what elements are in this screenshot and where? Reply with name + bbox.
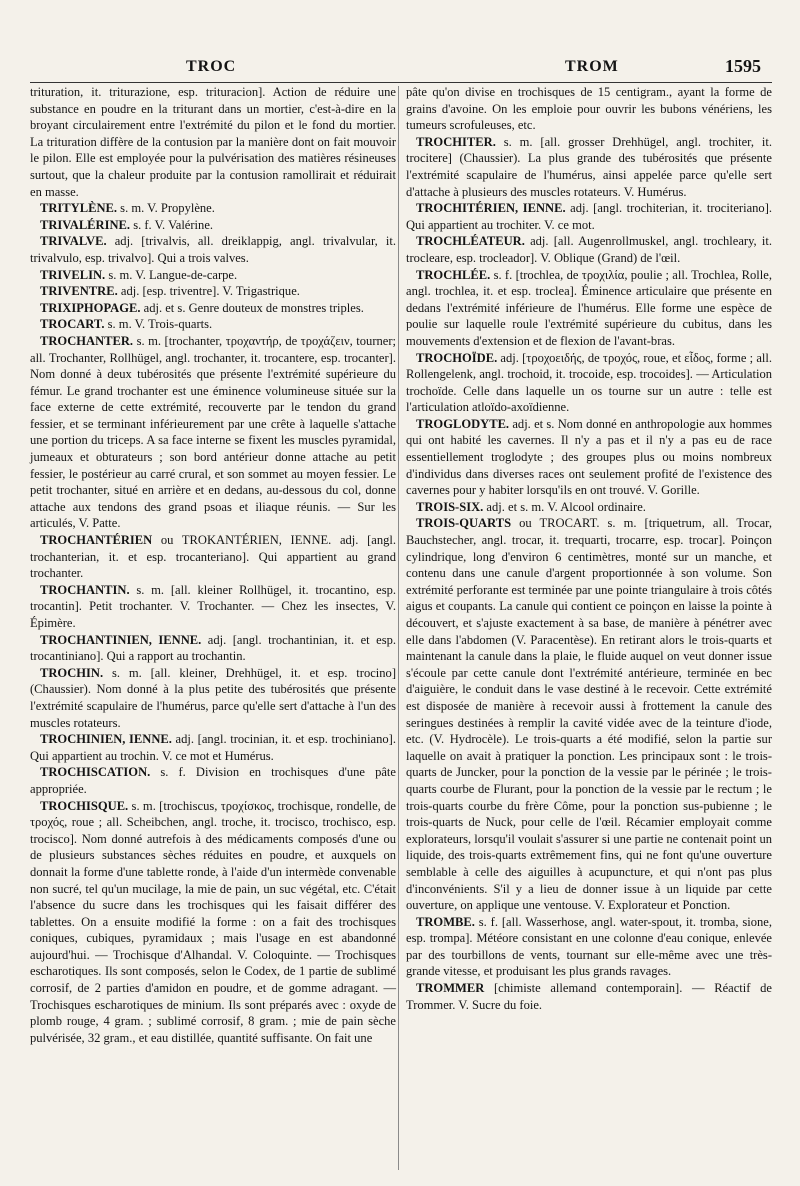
entry-headword: TROIS-SIX.: [416, 499, 484, 514]
entry-headword: TROIS-QUARTS: [416, 516, 512, 531]
dictionary-entry: [30, 665, 396, 731]
page-number: 1595: [725, 56, 761, 76]
entry-headword: TROCHLÉE.: [416, 267, 491, 282]
dictionary-entry: [30, 632, 396, 665]
entry-text: s. m. [all. kleiner, Drehhügel, it. et esp. trocino] (Chaussier). Nom donné à la plus petite des tubérosités que présente l'extrémité scapulaire de l'humérus, parce qu'elle sert d'attache à l'un des muscles rotateurs.: [30, 665, 396, 730]
entry-text: s. m. [trochiscus, τροχίσκος, trochisque, rondelle, de τροχός, roue ; all. Scheibchen, angl. troche, it. trocisco, trochisco, esp. trocisco]. Nom donné autrefois à des médicaments composés d'une ou de plusieurs substances sèches réduites en poudre, et auxquels on donnait la forme d'une tablette ronde, à l'aide d'un intermède convenable non sucré, tel qu'un mucilage, la mie de pain, un suc végétal, etc. C'était l'absence du sucre dans les trochisques qui les faisait différer des tablettes. On a ensuite modifié la forme : on a fait des trochisques coniques, cubiques, pyramidaux ; mais l'usage en est abandonné aujourd'hui. — Trochisque d'Alhandal. V. Coloquinte. — Trochisques escharotiques. Ils sont composés, selon le Codex, de 1 partie de sublimé corrosif, de 2 parties d'amidon en poudre, et de gomme adragant. — Trochisques escharotiques de minium. Ils sont préparés avec : oxyde de plomb rouge, 4 gram. ; sublimé corrosif, 8 gram. ; mie de pain sèche pulvérisée, 32 gram., et eau distillée, quantité suffisante. On fait une: [30, 798, 396, 1045]
dictionary-entry: [406, 914, 772, 980]
entry-text: adj. [angl. trochantinian, it. et esp. trocantiniano]. Qui a rapport au trochantin.: [30, 632, 396, 664]
dictionary-entry: [406, 499, 772, 516]
entry-headword: TROCHINIEN, IENNE.: [40, 732, 172, 747]
dictionary-entry: [30, 217, 396, 234]
header-rule: [30, 82, 772, 83]
header-right-guide-word: TROM: [565, 58, 619, 75]
entry-text: s. m. V. Langue-de-carpe.: [105, 267, 238, 282]
entry-headword: TROCHISCATION.: [40, 765, 151, 780]
entry-headword: TROCHANTÉRIEN: [40, 533, 153, 548]
dictionary-entry: [30, 582, 396, 632]
entry-text: ou TROCART. s. m. [triquetrum, all. Trocar, Bauchstecher, angl. trocar, it. trequarti, trocarre, esp. trocar]. Poinçon cylindrique, long d'environ 6 centimètres, monté sur un manche, et contenu dans une canule d'argent proportionnée à son volume. Son extrémité perforante est terminée par une pointe triangulaire à trois côtés aigus et coupants. La canule qui contient ce poinçon en laisse la pointe à découvert, et s'ajuste exactement à sa base, de manière à pénétrer avec elle dans l'abdomen (V. Paracentèse). En retirant alors le trois-quarts et maintenant la canule dans la plaie, le fluide auquel on veut donner issue s'écoule par cette canule dont l'extrémité antérieure, terminée en bec d'aiguière, le conduit dans le vase destiné à le recevoir. Cette extrémité est disposée de manière à recevoir aussi à frottement la canule des seringues destinées à remplir la cavité vidée avec de la teinture d'iode, etc. (V. Hydrocèle). Le trois-quarts a été modifié, selon la partie sur laquelle on avait à pratiquer la ponction. Les principaux sont : le trois-quarts de Juncker, pour la ponction de la vessie par le périnée ; le trois-quarts courbe de Flurant, pour la ponction de la vessie par le rectum ; le trois-quarts courbe du frère Côme, pour la ponction sus-pubienne ; le trois-quarts de Nuck, pour celle de l'œil. Récamier employait comme explorateurs, lorsqu'il voulait s'assurer si une partie ne contenait point un liquide, des trois-quarts extrêmement fins, qui ne font qu'une ouverture semblable à celle des aiguilles à acupuncture, et qui n'ont pas plus d'inconvénients. S'il y a lieu de donner issue à un liquide par cette ouverture, on applique une ventouse. V. Explorateur et Ponction.: [406, 516, 772, 913]
entry-text: adj. et s. m. V. Alcool ordinaire.: [483, 499, 646, 514]
dictionary-entry: [30, 300, 396, 317]
entry-text: s. f. [all. Wasserhose, angl. water-spout, it. tromba, sione, esp. trompa]. Météore consistant en une colonne d'eau conique, enlevée par des tourbillons de vents, tournant sur elle-même avec une très-grande vitesse, et produisant les plus grands ravages.: [406, 914, 772, 979]
dictionary-entry: [30, 731, 396, 764]
entry-text: adj. [trivalvis, all. dreiklappig, angl. trivalvular, it. trivalvulo, esp. trivalvo]. Qui a trois valves.: [30, 234, 396, 265]
entry-text: pâte qu'on divise en trochisques de 15 centigram., ayant la forme de grains d'avoine. On les emploie pour ouvrir les bubons vénériens, les tumeurs scrofuleuses, etc.: [406, 85, 772, 133]
dictionary-entry: [30, 84, 396, 200]
entry-headword: TROCHLÉATEUR.: [416, 234, 525, 249]
entry-headword: TROGLODYTE.: [416, 416, 510, 431]
entry-text: ou TROKANTÉRIEN, IENNE. adj. [angl. trochanterian, it. et esp. trocanteriano]. Qui appartient au grand trochanter.: [30, 533, 396, 581]
entry-text: s. m. V. Propylène.: [117, 201, 215, 216]
dictionary-entry: [406, 267, 772, 350]
entry-headword: TRIVALÉRINE.: [40, 217, 131, 232]
dictionary-entry: [30, 532, 396, 582]
entry-headword: TRIVENTRE.: [40, 284, 118, 299]
dictionary-entry: [406, 515, 772, 913]
dictionary-entry: [406, 233, 772, 266]
entry-text: adj. et s. Nom donné en anthropologie aux hommes qui ont habité les cavernes. Il n'y a pas et il n'y a pas eu de race essentiellement troglodyte ; des groupes plus ou moins nombreux d'individus dans diverses races ont seulement profité de l'existence des cavernes pour y habiter lorsqu'ils en ont trouvé. V. Gorille.: [406, 416, 772, 498]
left-column: [30, 84, 396, 1046]
right-column: [406, 84, 772, 1013]
dictionary-entry: [30, 333, 396, 532]
dictionary-entry: [30, 798, 396, 1047]
entry-text: s. f. V. Valérine.: [130, 217, 214, 232]
entry-text: s. m. [trochanter, τροχαντήρ, de τροχάζειν, tourner; all. Trochanter, Rollhügel, angl. trochanter, it. trocantere, esp. trocanter]. Nom donné à deux tubérosités que présente l'extrémité supérieure du fémur. Le grand trochanter est une éminence volumineuse située sur la face externe de cette extrémité, recouverte par le tendon du grand fessier, et se terminant inférieurement par une crête à laquelle s'attache une portion du triceps. A sa face interne se fixent les muscles pyramidal, jumeaux et obturateurs ; son bord antérieur donne attache au petit fessier, le postérieur au carré crural, et son sommet au moyen fessier. Le petit trochanter, situé en arrière et en dedans, au-dessous du col, donne attache aux tendons des grand psoas et iliaque réunis. — Sur les articulés, V. Patte.: [30, 333, 396, 531]
entry-text: adj. [τροχοειδής, de τροχός, roue, et εἶδος, forme ; all. Rollengelenk, angl. trochoid, it. trocoide, esp. trocoides]. — Articulation trochoïde. Celle dans laquelle un os tourne sur un autre : telle est l'articulation atloïdo-axoïdienne.: [406, 350, 772, 415]
entry-text: adj. [angl. trocinian, it. et esp. trochiniano]. Qui appartient au trochin. V. ce mot et Humérus.: [30, 732, 396, 763]
dictionary-entry: [30, 283, 396, 300]
entry-headword: TRIVELIN.: [40, 267, 106, 282]
dictionary-entry: [406, 350, 772, 416]
entry-headword: TROCART.: [40, 317, 105, 332]
header-left-guide-word: TROC: [186, 58, 237, 75]
entry-headword: TROMMER: [416, 981, 485, 996]
entry-headword: TRIVALVE.: [40, 234, 107, 249]
entry-text: s. m. [all. grosser Drehhügel, angl. trochiter, it. trocitere] (Chaussier). La plus grande des tubérosités que présente l'extrémité scapulaire de l'humérus, ainsi appelée parce qu'elle sert d'attache à plusieurs des muscles rotateurs. V. Humérus.: [406, 134, 772, 199]
dictionary-entry: [406, 134, 772, 200]
running-header: [0, 58, 800, 80]
entry-text: adj. [all. Augenrollmuskel, angl. trochleary, it. trocleare, esp. trocleador]. V. Oblique (Grand) de l'œil.: [406, 234, 772, 265]
entry-headword: TRITYLÈNE.: [40, 201, 118, 216]
entry-text: adj. [angl. trochiterian, it. trociteriano]. Qui appartient au trochiter. V. ce mot.: [406, 201, 773, 232]
dictionary-entry: [406, 200, 772, 233]
entry-text: s. m. [all. kleiner Rollhügel, it. trocantino, esp. trocantin]. Petit trochanter. V. Trochanter. — Chez les insectes, V. Épimère.: [30, 582, 396, 630]
dictionary-entry: [406, 980, 772, 1013]
entry-headword: TROCHITÉRIEN, IENNE.: [416, 201, 566, 216]
dictionary-entry: [30, 764, 396, 797]
dictionary-entry: [30, 200, 396, 217]
entry-headword: TROCHOÏDE.: [416, 350, 498, 365]
dictionary-entry: [30, 267, 396, 284]
entry-text: s. f. Division en trochisques d'une pâte appropriée.: [30, 765, 396, 796]
entry-text: trituration, it. triturazione, esp. trituracion]. Action de réduire une substance en poudre en la triturant dans un mortier, c'est-à-dire en la broyant circulairement entre l'extrémité du pilon et le fond du mortier. La trituration diffère de la contusion par la manière dont on fait mouvoir le pilon. Elle est employée pour la pulvérisation des matières résineuses surtout, que la chaleur produite par la contusion ramollirait et réduirait en masse.: [30, 85, 396, 199]
dictionary-entry: [30, 316, 396, 333]
entry-headword: TROMBE.: [416, 914, 475, 929]
entry-headword: TROCHANTINIEN, IENNE.: [40, 632, 202, 647]
entry-text: [chimiste allemand contemporain]. — Réactif de Trommer. V. Sucre du foie.: [406, 981, 772, 1012]
entry-headword: TRIXIPHOPAGE.: [40, 300, 141, 315]
entry-text: adj. et s. Genre douteux de monstres triples.: [140, 300, 364, 315]
column-divider: [398, 86, 399, 1170]
entry-headword: TROCHITER.: [416, 134, 496, 149]
entry-headword: TROCHANTIN.: [40, 582, 130, 597]
dictionary-entry: [30, 233, 396, 266]
entry-headword: TROCHIN.: [40, 665, 104, 680]
entry-headword: TROCHANTER.: [40, 333, 134, 348]
entry-text: adj. [esp. triventre]. V. Trigastrique.: [117, 284, 300, 299]
dictionary-entry: [406, 84, 772, 134]
entry-headword: TROCHISQUE.: [40, 798, 129, 813]
entry-text: s. m. V. Trois-quarts.: [104, 317, 213, 332]
entry-text: s. f. [trochlea, de τροχιλία, poulie ; all. Trochlea, Rolle, angl. trochlea, it. et esp. troclea]. Éminence articulaire que présente en dedans l'extrémité inférieure de l'humérus. Elle forme une espèce de poulie sur laquelle roule l'extrémité supérieure du cubitus, dans les mouvements d'extension et de flexion de l'avant-bras.: [406, 267, 772, 348]
dictionary-entry: [406, 416, 772, 499]
